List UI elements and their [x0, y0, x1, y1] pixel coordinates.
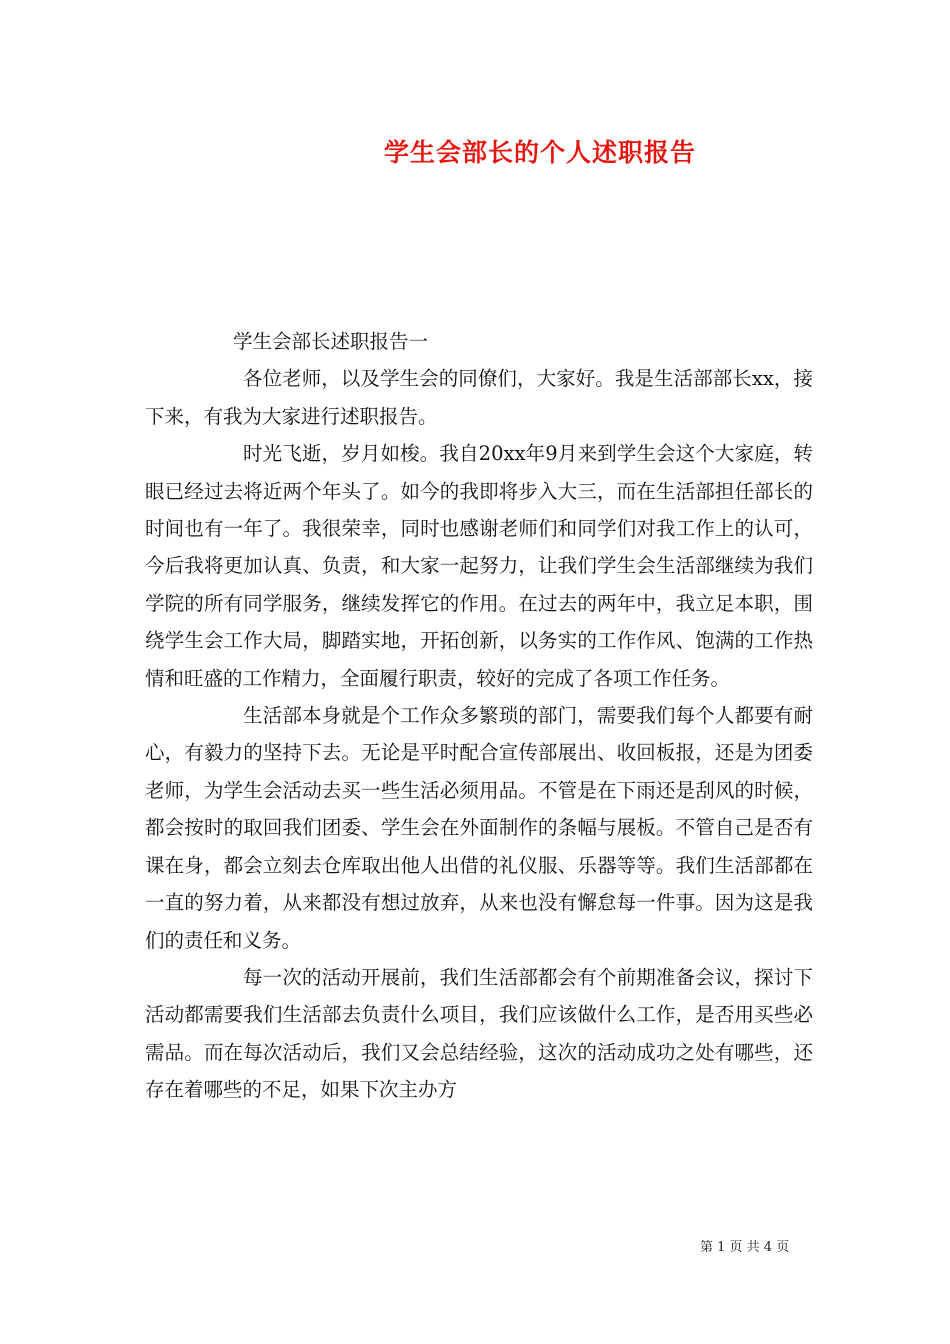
paragraph-2: 时光飞逝，岁月如梭。我自20xx年9月来到学生会这个大家庭，转眼已经过去将近两个年头了。如今的我即将步入大三，而在生活部担任部长的时间也有一年了。我很荣幸，同时也感谢老师们和同学们对我工作上的认可，今后我将更加认真、负责，和大家一起努力，让我们学生会生活部继续为我们学院的所有同学服务，继续发挥它的作用。在过去的两年中，我立足本职，围绕学生会工作大局，脚踏实地，开拓创新，以务实的工作作风、饱满的工作热情和旺盛的工作精力，全面履行职责，较好的完成了各项工作任务。 [145, 442, 813, 690]
paragraph-1: 各位老师，以及学生会的同僚们，大家好。我是生活部部长xx，接下来，有我为大家进行述职报告。 [145, 367, 813, 428]
paragraph-4: 每一次的活动开展前，我们生活部都会有个前期准备会议，探讨下活动都需要我们生活部去负责什么项目，我们应该做什么工作，是否用买些必需品。而在每次活动后，我们又会总结经验，这次的活动成功之处有哪些，还存在着哪些的不足，如果下次主办方 [145, 965, 813, 1102]
page-number: 第 1 页 共 4 页 [700, 1240, 790, 1255]
document-body [145, 323, 813, 1109]
paragraph-3: 生活部本身就是个工作众多繁琐的部门，需要我们每个人都要有耐心，有毅力的坚持下去。无论是平时配合宣传部展出、收回板报，还是为团委老师，为学生会活动去买一些生活必须用品。不管是在下雨还是刮风的时候，都会按时的取回我们团委、学生会在外面制作的条幅与展板。不管自己是否有课在身，都会立刻去仓库取出他人出借的礼仪服、乐器等等。我们生活部都在一直的努力着，从来都没有想过放弃，从来也没有懈怠每一件事。因为这是我们的责任和义务。 [145, 704, 813, 952]
document-title: 学生会部长的个人述职报告 [383, 138, 696, 167]
section-heading: 学生会部长述职报告一 [233, 330, 429, 353]
